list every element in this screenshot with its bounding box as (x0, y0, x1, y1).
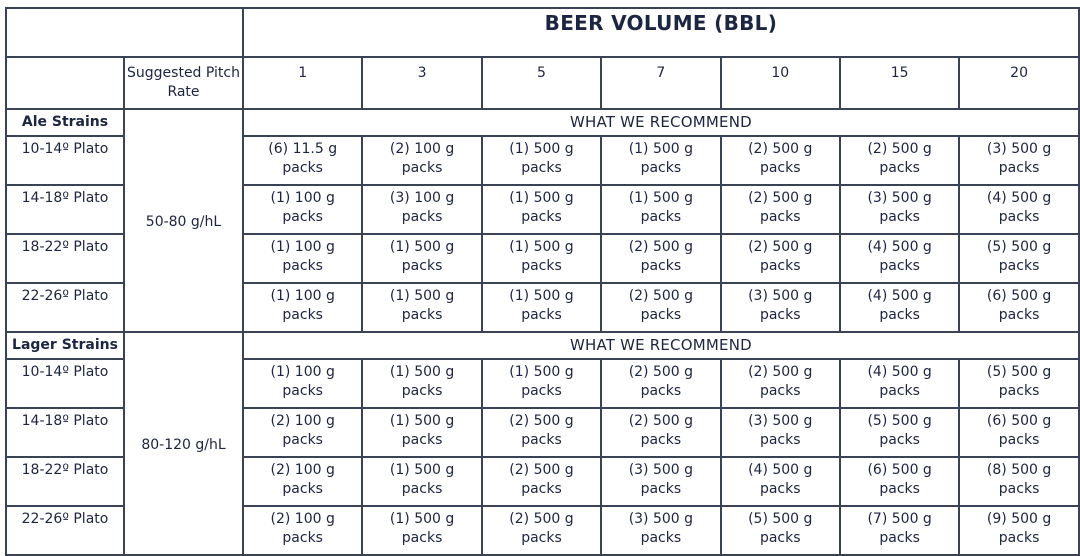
recommendation-cell (721, 234, 840, 283)
recommendation-cell (840, 457, 959, 506)
pack-count: (1) 500 g (509, 288, 574, 304)
pack-count: (2) 100 g (270, 413, 335, 429)
section-label: Lager Strains (6, 332, 124, 359)
pack-count: (4) 500 g (986, 190, 1052, 206)
pack-count: (6) 11.5 g (268, 141, 338, 157)
header-blank-cell (6, 57, 124, 109)
pack-count: (1) 500 g (389, 462, 455, 478)
plato-label: 18-22º Plato (6, 234, 124, 283)
pack-unit: packs (998, 307, 1040, 323)
volume-header-3: 3 (362, 57, 481, 109)
pack-unit: packs (640, 530, 682, 546)
volume-header-10: 10 (721, 57, 840, 109)
volume-header-15: 15 (840, 57, 959, 109)
recommendation-cell (601, 408, 720, 457)
pack-count: (1) 100 g (270, 288, 335, 304)
recommendation-cell (721, 136, 840, 185)
pack-count: (2) 500 g (628, 413, 694, 429)
pack-count: (8) 500 g (986, 462, 1052, 478)
pack-unit: packs (401, 383, 443, 399)
pack-unit: packs (759, 432, 801, 448)
recommendation-cell (601, 457, 720, 506)
pack-count: (3) 500 g (867, 190, 932, 206)
pack-unit: packs (879, 481, 920, 497)
pack-count: (5) 500 g (748, 511, 813, 527)
pack-count: (1) 500 g (509, 190, 574, 206)
recommendation-cell (601, 283, 720, 332)
plato-label: 18-22º Plato (6, 457, 124, 506)
recommendation-cell (840, 185, 959, 234)
recommendation-cell (721, 185, 840, 234)
recommendation-cell (482, 506, 601, 555)
recommendation-cell (840, 506, 959, 555)
pack-unit: packs (998, 209, 1040, 225)
recommendation-cell (243, 185, 362, 234)
beer-volume-title: BEER VOLUME (BBL) (243, 8, 1079, 57)
pack-unit: packs (640, 307, 682, 323)
pack-count: (3) 500 g (628, 462, 694, 478)
pack-unit: packs (401, 160, 443, 176)
recommendation-cell (601, 136, 720, 185)
pack-unit: packs (759, 258, 801, 274)
pack-unit: packs (401, 530, 443, 546)
pack-count: (7) 500 g (867, 511, 932, 527)
pack-unit: packs (879, 258, 920, 274)
recommendation-cell (721, 359, 840, 408)
plato-label: 14-18º Plato (6, 185, 124, 234)
pack-unit: packs (401, 432, 443, 448)
pack-unit: packs (521, 160, 562, 176)
pack-unit: packs (998, 160, 1040, 176)
volume-header-20: 20 (959, 57, 1078, 109)
recommend-banner: WHAT WE RECOMMEND (243, 332, 1079, 359)
plato-label: 10-14º Plato (6, 136, 124, 185)
pitch-rate-table (5, 7, 1080, 556)
pack-count: (1) 500 g (389, 511, 455, 527)
pack-unit: packs (640, 209, 682, 225)
pack-unit: packs (879, 432, 920, 448)
plato-label: 22-26º Plato (6, 506, 124, 555)
pack-unit: packs (759, 209, 801, 225)
section-header-row (6, 109, 1079, 136)
pack-count: (1) 500 g (509, 141, 574, 157)
recommendation-cell (721, 408, 840, 457)
pack-unit: packs (640, 383, 682, 399)
pack-count: (2) 500 g (867, 141, 932, 157)
pack-count: (2) 500 g (628, 364, 694, 380)
pack-count: (6) 500 g (867, 462, 932, 478)
pack-count: (3) 500 g (628, 511, 694, 527)
recommendation-cell (362, 283, 481, 332)
pack-count: (4) 500 g (867, 239, 932, 255)
pack-unit: packs (879, 160, 920, 176)
pitch-rate-value: 80-120 g/hL (124, 332, 243, 555)
plato-label: 10-14º Plato (6, 359, 124, 408)
recommendation-cell (482, 283, 601, 332)
pack-unit: packs (282, 307, 323, 323)
pack-unit: packs (759, 530, 801, 546)
pack-unit: packs (759, 160, 801, 176)
recommendation-cell (482, 359, 601, 408)
recommendation-cell (362, 136, 481, 185)
pack-count: (1) 500 g (389, 239, 455, 255)
pack-unit: packs (282, 432, 323, 448)
pack-count: (6) 500 g (986, 413, 1052, 429)
pack-count: (1) 100 g (270, 239, 335, 255)
recommendation-cell (243, 136, 362, 185)
pack-count: (5) 500 g (986, 364, 1052, 380)
recommendation-cell (959, 457, 1078, 506)
corner-blank-cell (6, 8, 243, 57)
pack-count: (1) 500 g (628, 141, 694, 157)
pitch-rate-header: Suggested Pitch Rate (124, 57, 243, 109)
pack-unit: packs (640, 160, 682, 176)
pack-unit: packs (282, 383, 323, 399)
pack-unit: packs (879, 383, 920, 399)
pack-count: (4) 500 g (867, 288, 932, 304)
pack-unit: packs (282, 530, 323, 546)
pack-count: (2) 100 g (389, 141, 455, 157)
recommendation-cell (601, 506, 720, 555)
pack-count: (5) 500 g (867, 413, 932, 429)
pack-unit: packs (998, 258, 1040, 274)
volume-header-5: 5 (482, 57, 601, 109)
pack-count: (1) 100 g (270, 364, 335, 380)
recommendation-cell (840, 136, 959, 185)
pack-unit: packs (401, 307, 443, 323)
pack-unit: packs (282, 258, 323, 274)
recommendation-cell (840, 283, 959, 332)
recommendation-cell (721, 457, 840, 506)
recommendation-cell (243, 283, 362, 332)
pack-count: (2) 500 g (748, 141, 813, 157)
pack-count: (3) 100 g (389, 190, 455, 206)
recommendation-cell (482, 185, 601, 234)
recommendation-cell (601, 185, 720, 234)
pack-unit: packs (401, 209, 443, 225)
recommendation-cell (362, 408, 481, 457)
recommendation-cell (482, 136, 601, 185)
recommendation-cell (959, 506, 1078, 555)
pack-count: (1) 500 g (389, 288, 455, 304)
pack-unit: packs (521, 383, 562, 399)
plato-label: 14-18º Plato (6, 408, 124, 457)
pack-unit: packs (759, 383, 801, 399)
pack-count: (5) 500 g (986, 239, 1052, 255)
pack-unit: packs (521, 481, 562, 497)
recommendation-cell (362, 185, 481, 234)
recommendation-cell (362, 457, 481, 506)
pack-unit: packs (401, 258, 443, 274)
pack-count: (2) 500 g (628, 239, 694, 255)
section-header-row (6, 332, 1079, 359)
pack-count: (1) 500 g (509, 239, 574, 255)
pack-unit: packs (879, 530, 920, 546)
pack-count: (2) 500 g (748, 190, 813, 206)
pack-unit: packs (282, 209, 323, 225)
recommend-banner: WHAT WE RECOMMEND (243, 109, 1079, 136)
pack-count: (1) 500 g (389, 413, 455, 429)
pack-unit: packs (521, 307, 562, 323)
pack-unit: packs (759, 481, 801, 497)
recommendation-cell (243, 506, 362, 555)
pack-count: (2) 500 g (509, 511, 574, 527)
pack-unit: packs (282, 160, 323, 176)
pack-count: (3) 500 g (748, 288, 813, 304)
recommendation-cell (959, 283, 1078, 332)
plato-label: 22-26º Plato (6, 283, 124, 332)
recommendation-cell (362, 506, 481, 555)
pack-unit: packs (640, 432, 682, 448)
volume-header-7: 7 (601, 57, 720, 109)
pack-count: (2) 500 g (748, 239, 813, 255)
recommendation-cell (601, 234, 720, 283)
pack-count: (2) 500 g (509, 462, 574, 478)
section-label: Ale Strains (6, 109, 124, 136)
pack-count: (1) 500 g (509, 364, 574, 380)
pack-unit: packs (640, 481, 682, 497)
recommendation-cell (840, 359, 959, 408)
recommendation-cell (482, 457, 601, 506)
pack-unit: packs (998, 383, 1040, 399)
header-row (6, 57, 1079, 109)
title-row (6, 8, 1079, 57)
pack-unit: packs (998, 481, 1040, 497)
recommendation-cell (959, 408, 1078, 457)
recommendation-cell (959, 359, 1078, 408)
recommendation-cell (721, 506, 840, 555)
recommendation-cell (840, 408, 959, 457)
recommendation-cell (721, 283, 840, 332)
pack-count: (4) 500 g (748, 462, 813, 478)
pack-count: (4) 500 g (867, 364, 932, 380)
pack-count: (3) 500 g (748, 413, 813, 429)
recommendation-cell (243, 457, 362, 506)
pack-count: (6) 500 g (986, 288, 1052, 304)
recommendation-cell (840, 234, 959, 283)
pack-count: (1) 100 g (270, 190, 335, 206)
pitch-rate-value: 50-80 g/hL (124, 109, 243, 332)
recommendation-cell (482, 234, 601, 283)
pack-count: (1) 500 g (628, 190, 694, 206)
recommendation-cell (959, 185, 1078, 234)
pack-count: (1) 500 g (389, 364, 455, 380)
volume-header-1: 1 (243, 57, 362, 109)
pack-count: (2) 500 g (509, 413, 574, 429)
recommendation-cell (243, 234, 362, 283)
pack-unit: packs (998, 432, 1040, 448)
recommendation-cell (959, 136, 1078, 185)
pack-count: (2) 500 g (628, 288, 694, 304)
pack-unit: packs (879, 209, 920, 225)
pack-count: (2) 100 g (270, 511, 335, 527)
pack-unit: packs (640, 258, 682, 274)
recommendation-cell (601, 359, 720, 408)
recommendation-cell (482, 408, 601, 457)
pack-unit: packs (521, 530, 562, 546)
recommendation-cell (243, 359, 362, 408)
pack-unit: packs (521, 209, 562, 225)
recommendation-cell (362, 359, 481, 408)
pack-unit: packs (521, 432, 562, 448)
pack-unit: packs (759, 307, 801, 323)
pack-unit: packs (401, 481, 443, 497)
pack-unit: packs (879, 307, 920, 323)
pack-unit: packs (521, 258, 562, 274)
pack-unit: packs (998, 530, 1040, 546)
pack-unit: packs (282, 481, 323, 497)
pack-count: (3) 500 g (986, 141, 1052, 157)
pack-count: (2) 500 g (748, 364, 813, 380)
recommendation-cell (243, 408, 362, 457)
recommendation-cell (959, 234, 1078, 283)
recommendation-cell (362, 234, 481, 283)
pack-count: (9) 500 g (986, 511, 1052, 527)
pack-count: (2) 100 g (270, 462, 335, 478)
